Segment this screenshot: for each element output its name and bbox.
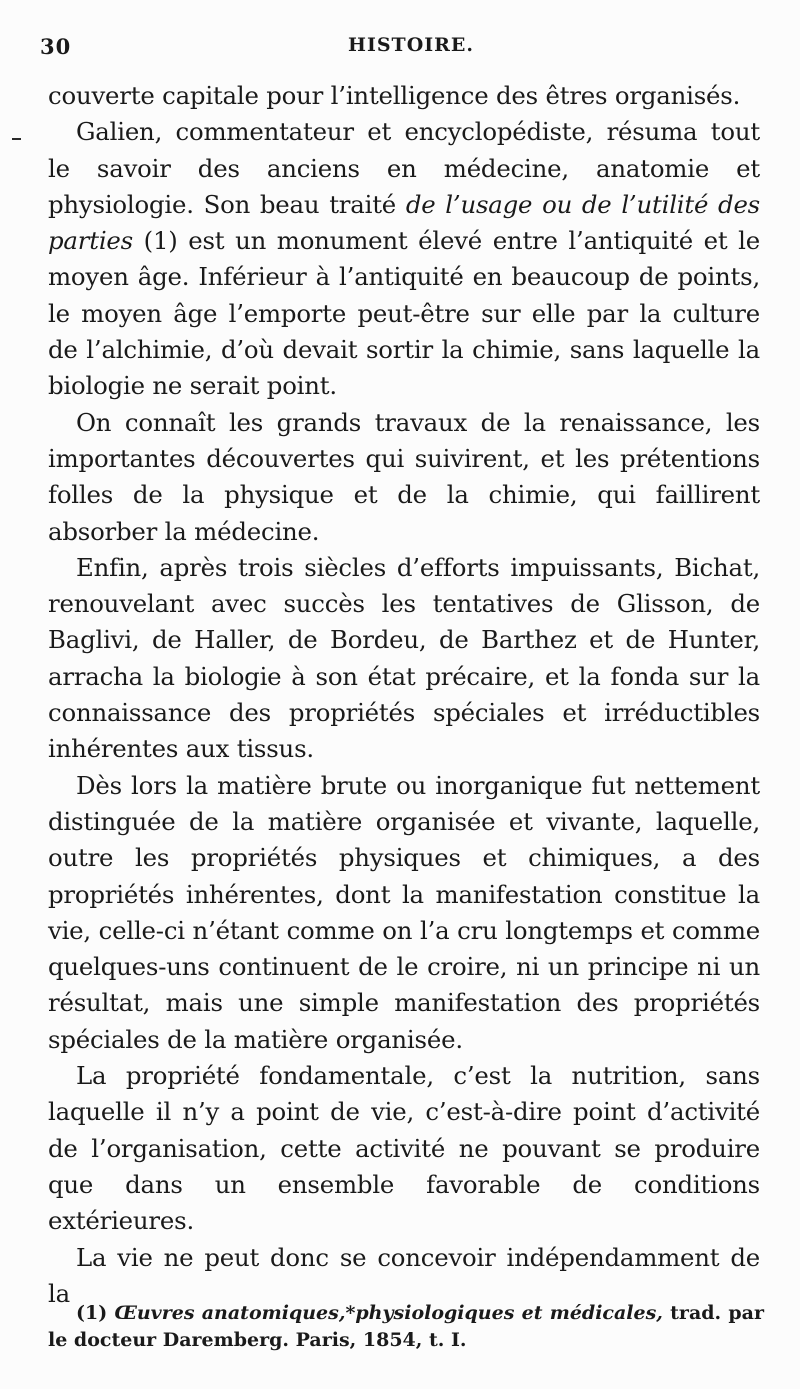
paragraph-5: Dès lors la matière brute ou inorganique fut nettement distinguée de la matière organisée et vivante, laquelle, outre les propriétés physiques et chimiques, a des propriétés inhérentes, dont la manifestation constitue la vie, celle-ci n’étant comme on l’a cru longtemps et comme quelques-uns continuent de le croire, ni un principe ni un résultat, mais une simple manifestation des propriétés spéciales de la matière organisée.	[48, 770, 760, 1054]
paragraph-2	[48, 114, 760, 404]
paragraph-3: On connaît les grands travaux de la renaissance, les importantes découvertes qui suivirent, et les prétentions folles de la physique et de la chimie, qui faillirent absorber la médecine.	[48, 407, 760, 546]
running-head: HISTOIRE.	[348, 34, 475, 56]
page-number: 30	[40, 34, 72, 59]
footnote-marker: (1)	[76, 1302, 108, 1324]
margin-mark	[12, 138, 21, 140]
body-text	[48, 78, 760, 1312]
paragraph-6: La propriété fondamentale, c’est la nutrition, sans laquelle il n’y a point de vie, c’est-à-dire point d’activité de l’organisation, cette activité ne pouvant se produire que dans un ensemble favorable de conditions extérieures.	[48, 1061, 760, 1236]
paragraph-1: couverte capitale pour l’intelligence des êtres organisés.	[48, 81, 741, 110]
paragraph-2-rest: (1) est un monument élevé entre l’antiquité et le moyen âge. Inférieur à l’antiquité en beaucoup de points, le moyen âge l’emporte peut-être sur elle par la culture de l’alchimie, d’où devait sortir la chimie, sans laquelle la biologie ne serait point.	[48, 226, 760, 401]
treatise-title: de l’usage ou de l’utilité des parties	[48, 189, 760, 256]
footnote	[48, 1300, 764, 1354]
paragraph-7: La vie ne peut donc se concevoir indépendamment de la	[48, 1242, 760, 1308]
paragraph-2-lead: Galien, commentateur et encyclopédiste, résuma tout le savoir des anciens en médecine, anatomie et physiologie. Son beau traité	[48, 117, 760, 219]
footnote-rest: trad. par le docteur Daremberg. Paris, 1854, t. I.	[48, 1302, 764, 1351]
paragraph-4: Enfin, après trois siècles d’efforts impuissants, Bichat, renouvelant avec succès les tentatives de Glisson, de Baglivi, de Haller, de Bordeu, de Barthez et de Hunter, arracha la biologie à son état précaire, et la fonda sur la connaissance des propriétés spéciales et irréductibles inhérentes aux tissus.	[48, 552, 760, 764]
footnote-title: Œuvres anatomiques,*physiologiques et médicales,	[114, 1302, 663, 1324]
